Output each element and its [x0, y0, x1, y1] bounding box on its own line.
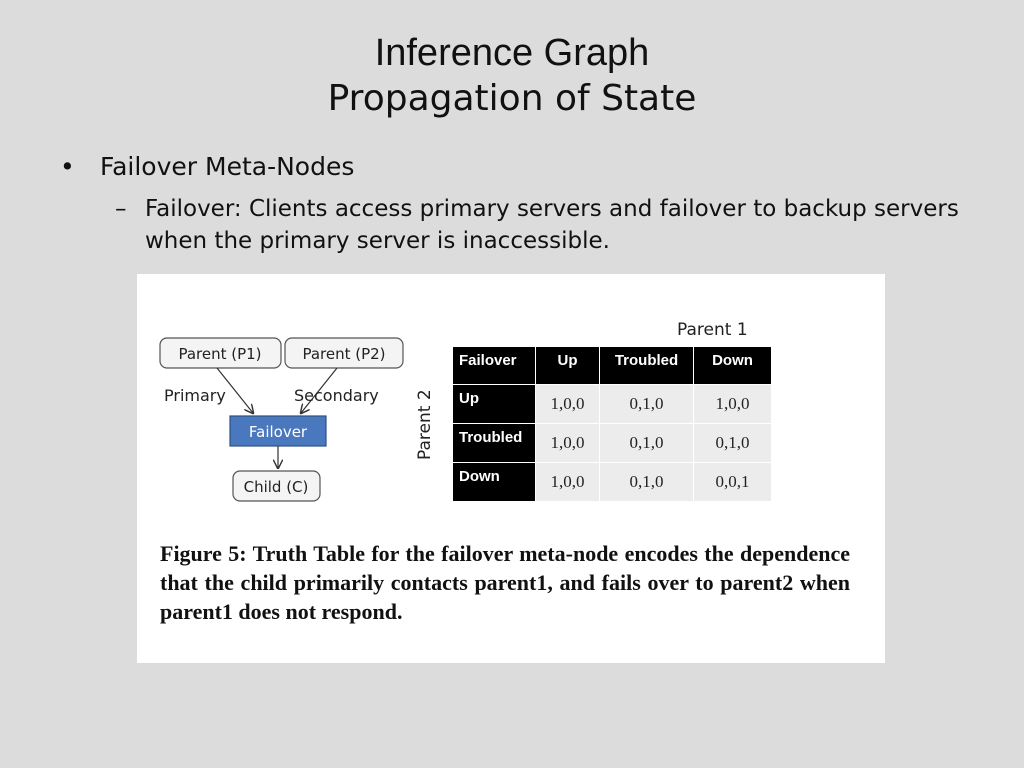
- parent1-label: Parent (P1): [178, 345, 262, 363]
- table-cell: 1,0,0: [536, 385, 600, 424]
- table-corner-header: Failover: [453, 347, 536, 385]
- failover-node-label: Failover: [248, 423, 308, 441]
- parent2-label: Parent (P2): [302, 345, 386, 363]
- table-cell: 1,0,0: [536, 463, 600, 502]
- title-line-2: Propagation of State: [327, 78, 697, 119]
- row-header: Down: [453, 463, 536, 502]
- parent1-axis-label: Parent 1: [677, 320, 748, 340]
- table-row: [453, 463, 772, 502]
- secondary-label: Secondary: [294, 386, 379, 405]
- table-row: [453, 385, 772, 424]
- table-cell: 0,1,0: [600, 424, 694, 463]
- column-header: Down: [694, 347, 772, 385]
- table-cell: 0,1,0: [694, 424, 772, 463]
- table-cell: 0,0,1: [694, 463, 772, 502]
- figure-image: [137, 274, 885, 663]
- column-header: Troubled: [600, 347, 694, 385]
- primary-label: Primary: [164, 386, 226, 405]
- row-header: Troubled: [453, 424, 536, 463]
- table-cell: 1,0,0: [694, 385, 772, 424]
- table-cell: 0,1,0: [600, 463, 694, 502]
- parent2-axis-label: Parent 2: [415, 389, 435, 460]
- sub-bullet-text: Failover: Clients access primary servers and failover to backup servers when the primary server is inaccessible.: [145, 196, 959, 254]
- row-header: Up: [453, 385, 536, 424]
- table-cell: 1,0,0: [536, 424, 600, 463]
- sub-bullet-marker: –: [115, 196, 127, 222]
- column-header: Up: [536, 347, 600, 385]
- child-label: Child (C): [243, 478, 309, 496]
- figure-caption: Figure 5: Truth Table for the failover meta-node encodes the dependence that the child primarily contacts parent1, and fails over to parent2 when parent1 does not respond.: [160, 541, 850, 624]
- slide-title: [0, 30, 1024, 122]
- bullet-text: Failover Meta-Nodes: [100, 152, 355, 181]
- table-header-row: [453, 347, 772, 385]
- table-cell: 0,1,0: [600, 385, 694, 424]
- truth-table: [452, 346, 772, 502]
- title-line-1: Inference Graph: [374, 32, 650, 74]
- table-row: [453, 424, 772, 463]
- bullet-marker: •: [60, 152, 75, 181]
